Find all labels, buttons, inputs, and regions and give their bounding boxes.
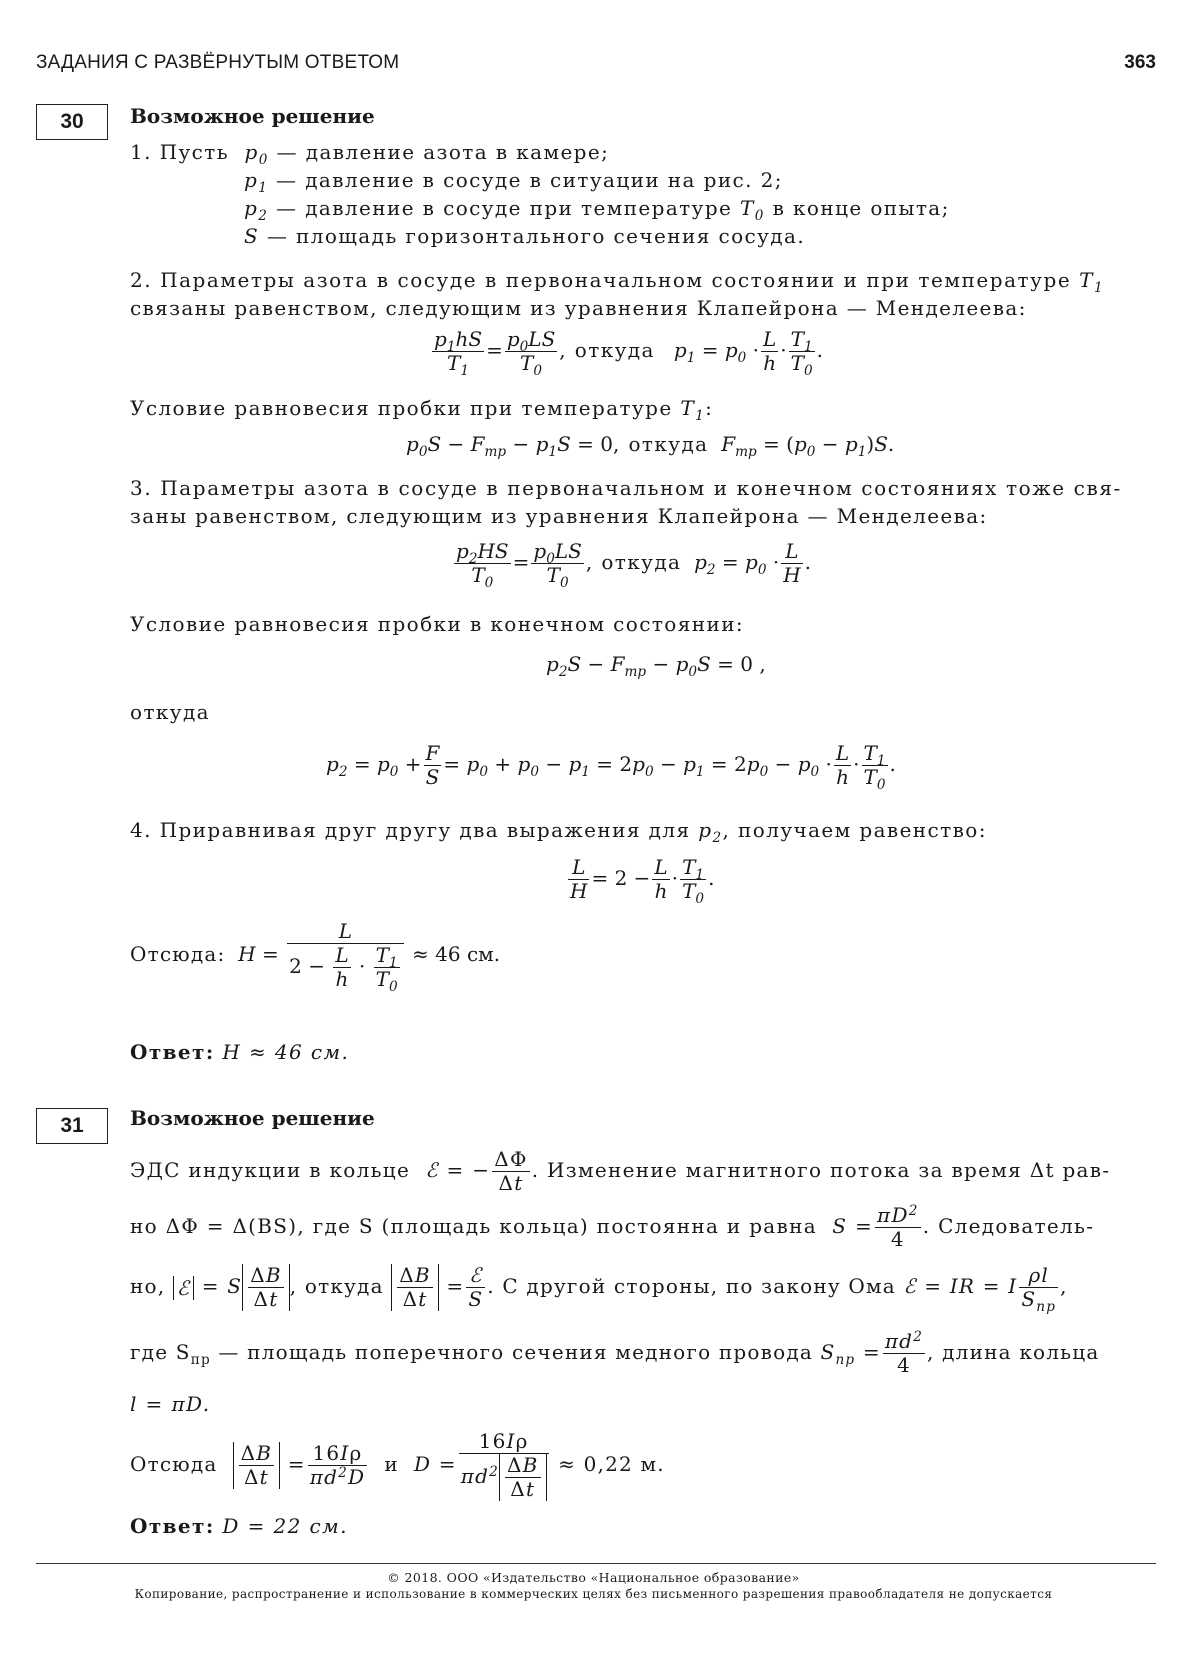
task30-heading: Возможное решение [130,104,375,128]
step3-condition: Условие равновесия пробки в конечном состоянии: [130,612,745,636]
section-title: ЗАДАНИЯ С РАЗВЁРНУТЫМ ОТВЕТОМ [36,52,400,73]
formula-equilibrium-2: $p_2S - F_{тр} - p_0S = 0$ , [546,652,766,680]
step2-line-2: связаны равенством, следующим из уравнения Клапейрона — Менделеева: [130,296,1027,320]
formula-equilibrium-1: $p_0S - F_{тр} - p_1S = 0$, откуда $F_{тр} = (p_0 - p_1)S$. [406,432,895,460]
step3-otkuda: откуда [130,700,211,724]
step3-line-1: 3. Параметры азота в сосуде в первоначальном и конечном состояниях тоже свя- [130,476,1122,500]
step2-condition: Условие равновесия пробки при температуре $T_1$: [130,396,714,424]
formula-equality: $\frac{L}{H}$ = 2 − $\frac{L}{h}$ · $\frac{T_1}{T_0}$ . [570,855,715,907]
task31-answer: Ответ: D = 22 см. [130,1514,348,1538]
step4-line-1: 4. Приравнивая друг другу два выражения для $p_2$, получаем равенство: [130,818,987,846]
footer-divider [36,1563,1156,1564]
step3-line-2: заны равенством, следующим из уравнения Клапейрона — Менделеева: [130,504,988,528]
step2-line-1: 2. Параметры азота в сосуде в первоначальном состоянии и при температуре $T_1$ [130,268,1105,296]
task-number-31: 31 [36,1108,108,1144]
formula-clapeyron-1: $\frac{p_1hS}{T_1}$ = $\frac{p_0LS}{T_0}$ , откуда $p_1 = p_0$ · $\frac{L}{h}$ · $\frac{T_1}{T_0}$ . [434,327,824,379]
task31-line-4: где $S_{пр}$ — площадь поперечного сечения медного провода $S_{пр}$ = $\frac{\pi d^2}{4}$ , длина кольца [130,1329,1100,1377]
step1-line-1: 1. Пусть $p_0$ — давление азота в камере; [130,140,610,168]
task31-heading: Возможное решение [130,1106,375,1130]
formula-H-result: Отсюда: H = L 2 − $\frac{L}{h}$ · $\frac{T_1}{T_0}$ ≈ 46 см. [130,919,501,995]
task-number-30: 30 [36,104,108,140]
task31-line-5: l = πD. [130,1392,211,1416]
step1-line-2: $p_1$ — давление в сосуде в ситуации на рис. 2; [244,168,783,196]
task31-line-2: но ΔΦ = Δ(BS), где S (площадь кольца) постоянна и равна S = $\frac{\pi D^2}{4}$ . Следователь- [130,1203,1095,1251]
footer-notice: Копирование, распространение и использование в коммерческих целях без письменного разрешения правообладателя не допускается [134,1587,1053,1601]
task31-result-formula: Отсюда $\frac{\Delta B}{\Delta t}$ = $\frac{16I\rho}{\pi d^2D}$ и D = 16Iρ $\pi d^2$ $\frac{\Delta B}{\Delta t}$ ≈ 0,22 м. [130,1429,665,1501]
step1-line-3: $p_2$ — давление в сосуде при температуре $T_0$ в конце опыта; [244,196,950,224]
task30-answer: Ответ: H ≈ 46 см. [130,1040,350,1064]
running-head [36,52,1156,82]
step1-line-4: S — площадь горизонтального сечения сосуда. [244,224,806,248]
task31-line-3: но, ℰ = S $\frac{\Delta B}{\Delta t}$ , откуда $\frac{\Delta B}{\Delta t}$ = $\frac{\text{ℰ}}{S}$ . С другой стороны, по закону Ома ℰ = IR = I $\frac{\rho l}{S_{пр}}$ , [130,1263,1068,1315]
formula-clapeyron-2: $\frac{p_2HS}{T_0}$ = $\frac{p_0LS}{T_0}$ , откуда $p_2 = p_0$ · $\frac{L}{H}$ . [456,539,812,591]
footer-copyright: © 2018. ООО «Издательство «Национальное образование» [387,1570,800,1585]
task31-line-1: ЭДС индукции в кольце ℰ = − $\frac{\Delta\Phi}{\Delta t}$ . Изменение магнитного потока за время Δt рав- [130,1147,1111,1195]
page-number: 363 [1124,52,1156,73]
formula-p2-expansion: $p_2 = p_0$ + $\frac{F}{S}$ = $p_0 + p_0 - p_1 = 2p_0 - p_1 = 2p_0 - p_0$ · $\frac{L}{h}$ · $\frac{T_1}{T_0}$ . [326,741,896,793]
